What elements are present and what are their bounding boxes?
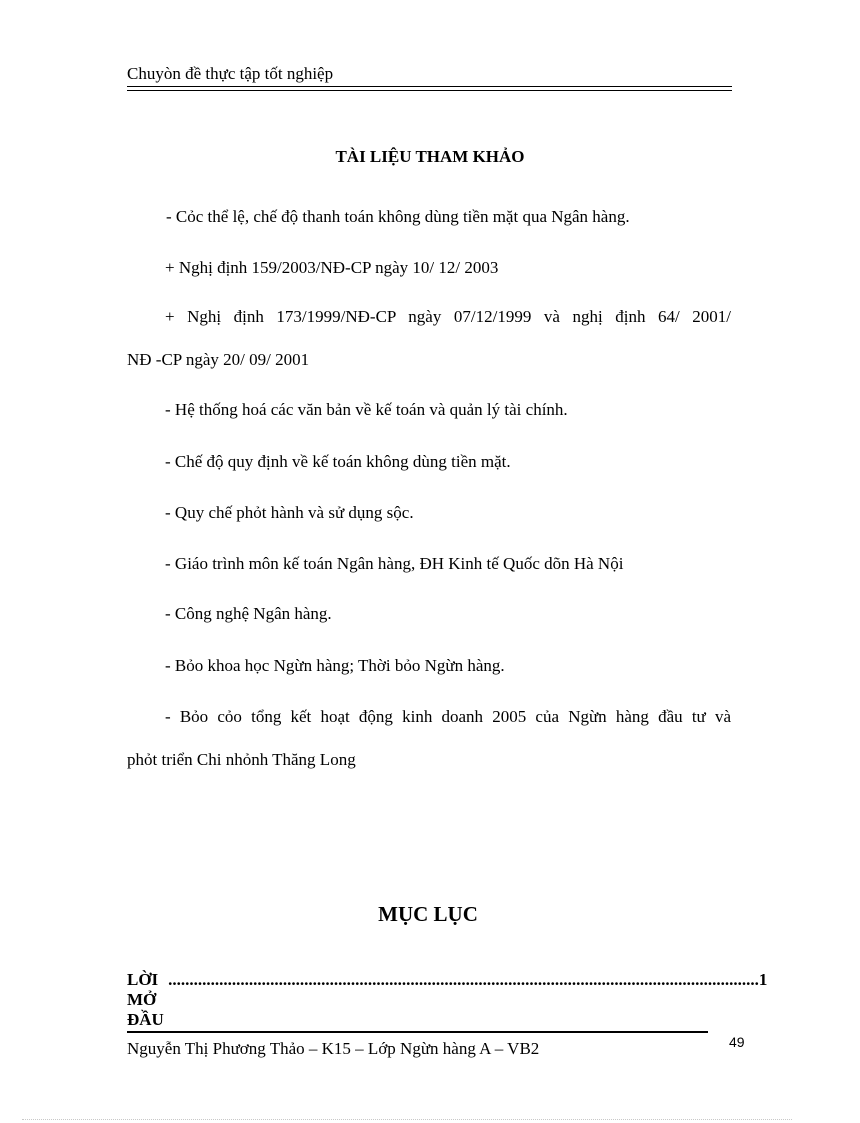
reference-item: + Nghị định 159/2003/NĐ-CP ngày 10/ 12/ 2003 — [165, 258, 499, 277]
reference-item: - Bỏo khoa học Ngừn hàng; Thời bỏo Ngừn hàng. — [165, 656, 505, 675]
header-rule — [127, 86, 732, 91]
footer-author-line: Nguyễn Thị Phương Thảo – K15 – Lớp Ngừn hàng A – VB2 — [127, 1039, 540, 1058]
toc-heading: MỤC LỤC — [378, 902, 478, 926]
reference-item: phỏt triển Chi nhỏnh Thăng Long — [127, 750, 356, 769]
page-number: 49 — [729, 1034, 745, 1050]
reference-item: - Giáo trình môn kế toán Ngân hàng, ĐH Kinh tế Quốc dõn Hà Nội — [165, 554, 624, 573]
toc-entry-page: 1 — [758, 970, 768, 989]
toc-entry-label: LỜI MỞ ĐẦU — [127, 970, 164, 1029]
reference-item: NĐ -CP ngày 20/ 09/ 2001 — [127, 350, 310, 369]
reference-item: - Chế độ quy định về kế toán không dùng tiền mặt. — [165, 452, 511, 471]
reference-item: - Bỏo cỏo tổng kết hoạt động kinh doanh 2005 của Ngừn hàng đầu tư và — [165, 707, 731, 726]
page-boundary — [22, 1119, 792, 1120]
reference-item: - Hệ thống hoá các văn bản về kế toán và quản lý tài chính. — [165, 400, 568, 419]
reference-item: + Nghị định 173/1999/NĐ-CP ngày 07/12/1999 và nghị định 64/ 2001/ — [165, 307, 731, 326]
reference-item: - Công nghệ Ngân hàng. — [165, 604, 332, 623]
footer-rule — [127, 1031, 708, 1033]
references-heading: TÀI LIỆU THAM KHẢO — [335, 147, 525, 166]
reference-item: - Cỏc thể lệ, chế độ thanh toán không dùng tiền mặt qua Ngân hàng. — [166, 207, 630, 226]
toc-entry[interactable] — [127, 970, 768, 1030]
toc-leader-dots: ........................................................................................................................................... — [163, 970, 759, 989]
header-title: Chuyòn đề thực tập tốt nghiệp — [127, 64, 334, 83]
reference-item: - Quy chế phỏt hành và sử dụng sộc. — [165, 503, 414, 522]
